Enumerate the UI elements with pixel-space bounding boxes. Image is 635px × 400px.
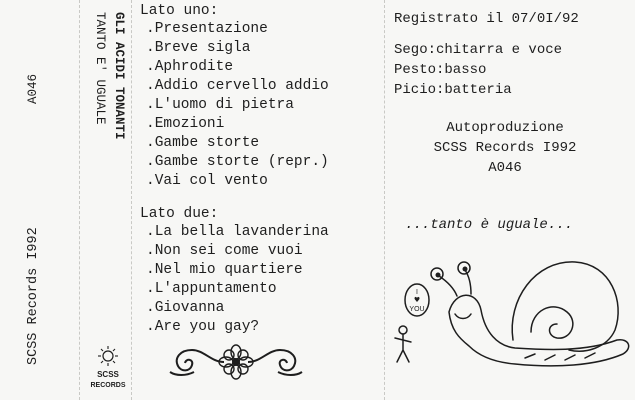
track-item: . Addio cervello addio	[140, 77, 329, 96]
track-item: . Gambe storte	[140, 134, 329, 153]
scss-records-logo	[88, 345, 128, 395]
band-credits	[394, 40, 562, 100]
side-b	[140, 205, 329, 337]
label-name: SCSS Records I992	[433, 140, 577, 156]
credit-line: Picio:batteria	[394, 82, 512, 98]
spine-album-title: TANTO E' UGUALE	[93, 12, 107, 125]
tagline: ...tanto è uguale...	[405, 217, 574, 233]
track-item: . Are you gay?	[140, 318, 329, 337]
info-panel	[385, 0, 635, 400]
logo-text-bottom: RECORDS	[90, 382, 126, 389]
logo-text-top: SCSS	[97, 370, 119, 379]
tracklist-panel	[132, 0, 385, 400]
track-item: . Presentazione	[140, 20, 329, 39]
catalog-number: A046	[488, 160, 522, 176]
production-note: Autoproduzione	[446, 120, 564, 136]
outer-spine	[0, 0, 80, 400]
side-a-title: Lato uno:	[140, 3, 219, 19]
snail-drawing	[385, 250, 635, 400]
inner-spine	[80, 0, 132, 400]
track-item: . Breve sigla	[140, 39, 329, 58]
track-item: . L'uomo di pietra	[140, 96, 329, 115]
track-item: . L'appuntamento	[140, 280, 329, 299]
production-block	[385, 118, 625, 178]
track-item: . Giovanna	[140, 299, 329, 318]
sign-text-you: YOU	[409, 306, 425, 313]
side-b-title: Lato due:	[140, 206, 219, 222]
credit-line: Sego:chitarra e voce	[394, 42, 563, 58]
track-item: . Gambe storte (repr.)	[140, 153, 329, 172]
side-a	[140, 2, 329, 191]
flower-flourish-decoration	[166, 342, 306, 382]
recording-date: Registrato il 07/0I/92	[394, 11, 579, 27]
credit-line: Pesto:basso	[394, 62, 487, 78]
track-item: . Aphrodite	[140, 58, 329, 77]
spine-label-year: SCSS Records I992	[26, 227, 41, 365]
track-item: . Emozioni	[140, 115, 329, 134]
sign-text-i: I	[416, 289, 418, 296]
spine-band-name: GLI ACIDI TONANTI	[112, 12, 126, 140]
track-item: . Vai col vento	[140, 172, 329, 191]
track-item: . La bella lavanderina	[140, 223, 329, 242]
spine-catalog-code: A046	[26, 73, 40, 104]
track-item: . Nel mio quartiere	[140, 261, 329, 280]
track-item: . Non sei come vuoi	[140, 242, 329, 261]
sign-heart: ♥	[413, 296, 421, 304]
